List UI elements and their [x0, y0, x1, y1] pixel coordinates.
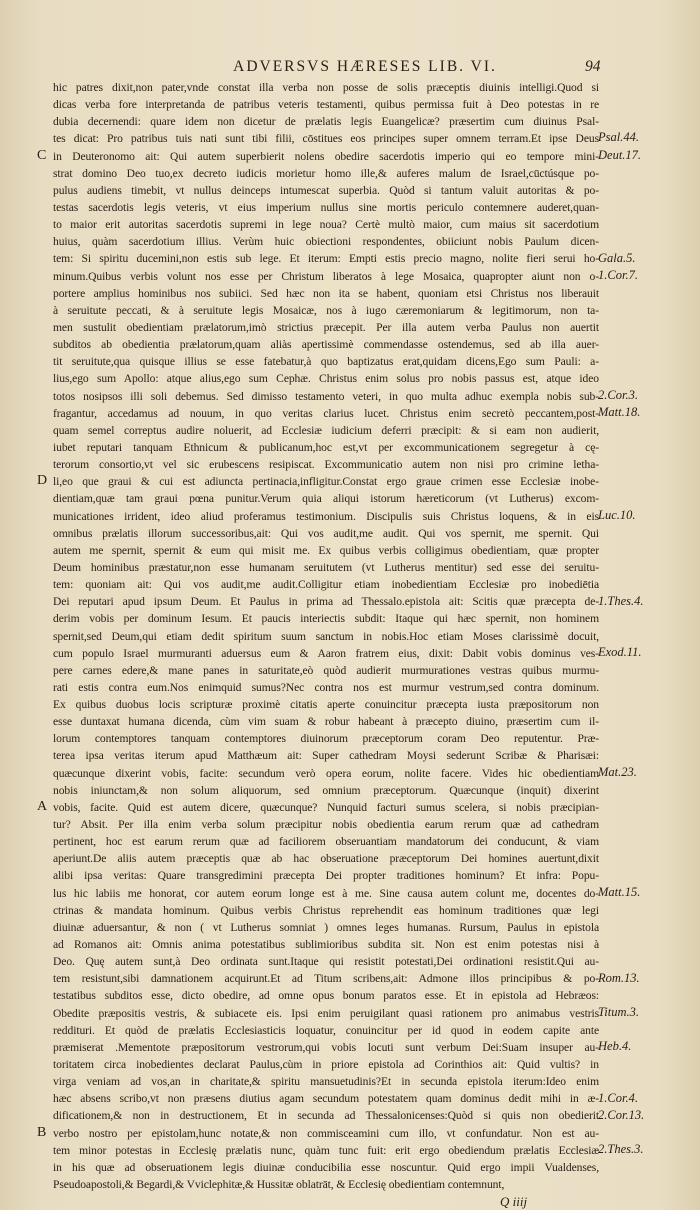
text-line: tit seruitute,qua quisque illius se esse fatebatur,à quo baptizatus erat,quidam dicens,Ego sum Pauli: a- — [53, 355, 599, 369]
margin-reference: 1.Cor.4. — [598, 1090, 638, 1105]
text-line: quam semel correptus audire noluerit, ad Ecclesiæ iudicium deferri præcipit: & si eam non audierit, — [53, 423, 599, 437]
margin-reference: Deut.17. — [598, 147, 642, 162]
text-line: esse duntaxat humana dicenda, cùm vim suam & robur habeant à præcepto diuino, præsertim cum il- — [53, 715, 599, 729]
text-line: portere amplius hominibus nos subiici. Sed hæc non ita se habent, quoniam etsi Christus nos liberauit — [53, 286, 599, 300]
text-line: virga veniam ad vos,an in charitate,& spiritu mansuetudinis?Et in secunda epistola iterum:Ideo enim — [53, 1075, 599, 1089]
margin-reference: Matt.18. — [598, 404, 641, 419]
margin-reference: Luc.10. — [598, 507, 636, 522]
text-line: dificationem,& non in destructionem, Et in secunda ad Thessalonicenses:Quòd si quis non obedierit — [53, 1109, 599, 1123]
text-line: tes dicat: Pro patribus tuis nati sunt tibi filii, cōstitues eos principes super omnem terram.Et ipse Deus — [53, 132, 599, 146]
text-line: Deum hominibus præstatur,non esse humanam seruitutem (vt Lutherus mentitur) sed esse dei seruitu- — [53, 560, 599, 574]
text-line: derim vobis per dominum Iesum. Et paucis interiectis subdit: Itaque qui hæc spernit, non hominem — [53, 612, 599, 626]
folio-number: 94 — [585, 58, 601, 75]
text-line: totos nosipsos illi soli debemus. Sed dimisso testamento veteri, in quo multa adhuc exempla nobis sub- — [53, 389, 599, 403]
text-line: Pseudoapostoli,& Begardi,& Vviclephitæ,& Hussitæ oblatrāt, & Ecclesię obedientiam contemnunt, — [53, 1178, 505, 1191]
text-line: toritatem circa inobedientes declarat Paulus,cùm in priore epistola ad Corinthios ait: Quid vultis? in — [53, 1058, 599, 1072]
margin-reference: Matt.15. — [598, 885, 641, 900]
text-line: à seruitute peccati, & à seruitute legis Mosaicæ, nos à iugo cæremoniarum & legitimorum, non ta- — [53, 303, 599, 317]
text-line: tem minor potestas in Ecclesię prælatis nunc, quàm tunc fuit: erit ergo obediendum prælatis Ecclesiæ — [53, 1143, 599, 1157]
text-line: fragantur, accedamus ad nouum, in quo veritas clarius lucet. Christus enim secretò peccantem,post- — [53, 406, 599, 420]
text-line: spernit,sed Deum,qui etiam dedit spiritum suum sanctum in nobis.Hoc etiam Moses clarissimè docuit, — [53, 629, 599, 643]
text-line: huius, quàm sacerdotium illius. Verùm huic obiectioni respondentes, obiiciunt nobis Paulum dicen- — [53, 235, 599, 249]
text-line: dicas verba fore interpretanda de patribus veteris testamenti, quibus permissa fuit à Deo potestas in re — [53, 98, 599, 112]
text-line: pere carnes edere,& mane panes in saturitate,eò quòd audierit murmurationes vestras quibus murmu- — [53, 663, 599, 677]
text-line: men sustulit obedientiam prælatorum,imò strictius præcepit. Per illa autem verba Paulus non auertit — [53, 320, 599, 334]
text-line: Ex quibus duobus locis scripturæ proximè citatis aperte conuincitur præcepta iusta præpositorum non — [53, 698, 599, 712]
text-line: alibi ipsa veritas: Quare transgredimini præcepta Dei propter traditiones hominum? Et infra: Popu- — [53, 869, 599, 883]
text-line: li,eo que graui & cui est adiuncta pertinacia,infligitur.Constat ergo graue crimen esse Ecclesiæ inobe- — [53, 475, 599, 489]
text-line: terea ipsa veritas iterum apud Matthæum ait: Super cathedram Moysi sederunt Scribæ & Pharisæi: — [53, 749, 599, 763]
text-line: strat domino Deo tuo,ex decreto iudicis morietur homo ille,& auferes malum de Israel,cūctúsque po- — [53, 166, 599, 180]
text-line: tem: quoniam ait: Qui vos audit,me audit.Colligitur etiam inobedientiam Ecclesiæ pro inobediētia — [53, 578, 599, 592]
text-line: hæc absens scribo,vt non præsens diutius agam secundum potestatem quam dominus dedit mihi in æ- — [53, 1092, 599, 1106]
text-line: to maior erit autoritas sacerdotis supremi in lege noua? Certè multò maior, cum maius sit sacerdotium — [53, 218, 599, 232]
text-line: subditos ab obedientia prælatorum,quam aliàs apertissimè commendasse ostendemus, sed ab illa auer- — [53, 338, 599, 352]
text-line: lus hic labiis me honorat, cor autem eorum longe est à me. Sine causa autem colunt me, docentes do- — [53, 886, 599, 900]
signature-mark: Q iiij — [500, 1194, 528, 1209]
margin-reference: Rom.13. — [598, 970, 640, 985]
text-line: ctrinas & mandata hominum. Quibus verbis Christus reprehendit eas hominum traditiones quæ legi — [53, 903, 599, 917]
margin-reference: Titum.3. — [598, 1005, 639, 1020]
margin-reference: Psal.44. — [598, 130, 639, 145]
text-line: in Deuteronomo ait: Qui autem superbierit nolens obedire sacerdotis imperio qui eo tempore mini- — [53, 149, 599, 163]
text-line: tem resistunt,sibi damnationem acquirunt.Et ad Titum scribens,ait: Admone illos principibus & po- — [53, 972, 599, 986]
text-line: dubia decernendi: quare idem non dicetur de prælatis legis Euangelicæ? præsertim cum diuinus Psal- — [53, 115, 599, 129]
text-line: cum populo Israel murmuranti aduersus eum & Aaron fratrem eius, dixit: Dabit vobis dominus ves- — [53, 646, 599, 660]
text-line: Dei reputari apud ipsum Deum. Et Paulus in prima ad Thessalo.epistola ait: Scitis quæ præcepta de- — [53, 595, 599, 609]
page-header — [0, 58, 700, 80]
section-letter: C — [37, 147, 47, 163]
text-line: vobis, facite. Quid est autem dicere, quæcunque? Nunquid facturi sumus scelera, si nobis præcipian- — [53, 800, 599, 814]
text-line: in his quæ ad obseruationem legis diuinæ conducibilia esse noscuntur. Quid ergo impii Vualdenses, — [53, 1160, 599, 1174]
text-line: iubet reputari tanquam Ethnicum & publicanum,hoc est,vt per excommunicationem segregetur à cę- — [53, 440, 599, 454]
text-line: Obedite præpositis vestris, & subiacete eis. Ipsi enim peruigilant quasi rationem pro animabus vestris — [53, 1006, 599, 1020]
text-line: testas sacerdotis legis veteris, vt eius imperium nullus sine mortis periculo contemnere auderet,quan- — [53, 200, 599, 214]
text-line: tem: Si spiritu ducemini,non estis sub lege. Et iterum: Empti estis precio magno, nolite fieri serui ho- — [53, 252, 599, 266]
text-line: dientiam,quæ tam graui pœna punitur.Verum quia aliqui istorum hæreticorum (vt Lutherus) excom- — [53, 492, 599, 506]
text-line: verbo nostro per epistolam,hunc notate,& non commisceamini cum illo, vt confundatur. Non est au- — [53, 1126, 599, 1140]
text-line: lorum contemptores tanquam contemptores diuinorum præceptorum coram Deo reputentur. Præ- — [53, 732, 599, 746]
text-line: lius,ego sum Apollo: atque alius,ego sum Cephæ. Christus enim solus pro nobis passus est, atque ideo — [53, 372, 599, 386]
margin-reference: Exod.11. — [598, 644, 642, 659]
text-line: hic patres dixit,non pater,vnde constat illa verba non posse de solis præceptis diuinis intelligi.Quod si — [53, 81, 599, 94]
text-column — [53, 79, 599, 1193]
section-letter: B — [37, 1125, 47, 1141]
text-line: terorum consortio,vt vel sic erubescens resipiscat. Excommunicatio autem non nisi pro crimine letha- — [53, 458, 599, 472]
text-line: rati estis contra eum.Nos enimquid sumus?Nec contra nos est murmur vestrum,sed contra dominum. — [53, 680, 599, 694]
text-line: tur? Absit. Per illa enim verba solum præcipitur nobis obedientia earum rerum quæ ad cathedram — [53, 818, 599, 832]
text-line: minum.Quibus verbis volunt nos esse per Christum liberatos à lege Mosaica, quapropter aiunt non o- — [53, 269, 599, 283]
text-line: ad Romanos ait: Omnis anima potestatibus sublimioribus subdita sit. Non est enim potestas nisi à — [53, 938, 599, 952]
text-line: diuinæ aduersantur, & non ( vt Lutherus somniat ) omnes leges humanas. Rursum, Paulus in epistola — [53, 920, 599, 934]
margin-reference: 2.Cor.3. — [598, 387, 638, 402]
margin-reference: 2.Cor.13. — [598, 1108, 645, 1122]
margin-reference: 1.Thes.4. — [598, 593, 644, 608]
text-line: nobis iniunctam,& non solum aliquorum, sed omnium præceptorum. Quæcunque (inquit) dixerint — [53, 783, 599, 797]
margin-reference: Mat.23. — [598, 765, 637, 779]
text-line: Deo. Quę autem sunt,à Deo ordinata sunt.Itaque qui resistit potestati,Dei ordinationi resistit.Qui au- — [53, 955, 599, 969]
margin-reference: 2.Thes.3. — [598, 1142, 644, 1157]
text-line: reddituri. Et quòd de prælatis Ecclesiasticis loquatur, conuincitur per id quod in eodem capite ante — [53, 1023, 599, 1037]
text-line: omnibus prælatis illorum successoribus,ait: Qui vos audit,me audit. Qui vos spernit, me spernit. Qui — [53, 526, 599, 540]
text-line: pulus audiens timebit, vt nullus deinceps intumescat superbia. Quòd si tantum valuit autoritas & po- — [53, 183, 599, 197]
margin-reference: 1.Cor.7. — [598, 267, 638, 282]
text-line: præmiserat .Mementote præpositorum vestrorum,qui vobis locuti sunt verbum Dei:Suam insuper au- — [53, 1040, 599, 1054]
text-line: aperiunt.De aliis autem præceptis quæ ab hac obseruatione præceptorum Dei homines auertunt,dixit — [53, 852, 599, 866]
text-line: testatibus subditos esse, dicto obedire, ad omne opus bonum paratos esse. Et in epistola ad Hebræos: — [53, 989, 599, 1003]
margin-reference: Gala.5. — [598, 250, 636, 265]
text-line: quæcunque dixerint vobis, facite: secundum verò opera eorum, nolite facere. Vides hic obedientiam — [53, 766, 599, 780]
running-title: ADVERSVS HÆRESES LIB. VI. — [233, 58, 497, 75]
text-line: autem me spernit, spernit & eum qui misit me. Ex quibus verbis colligimus obedientiam, quæ propter — [53, 543, 599, 557]
section-letter: D — [37, 473, 48, 489]
margin-reference: Heb.4. — [598, 1039, 632, 1054]
section-letter: A — [37, 799, 48, 815]
text-line: municationes irrident, ideo aliud proferamus testimonium. Discipulis suis Christus loquens, & in eis — [53, 509, 599, 523]
text-line: pertinent, hoc est earum rerum quæ ad faciliorem obseruantiam mandatorum dei conducunt, & viam — [53, 835, 599, 849]
